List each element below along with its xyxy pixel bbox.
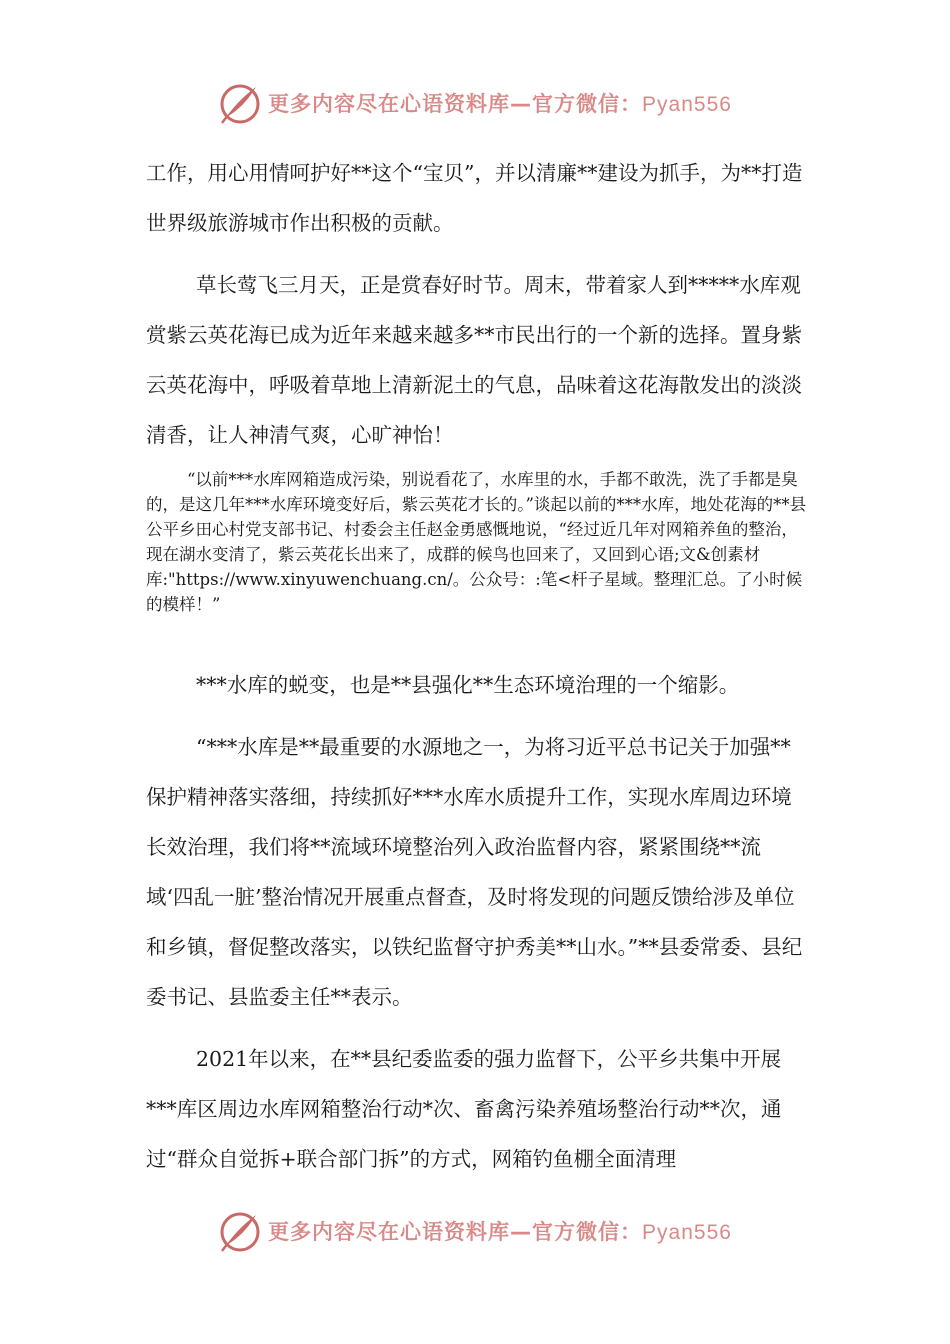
paragraph-6: 2021年以来，在**县纪委监委的强力监督下，公平乡共集中开展***库区周边水库网箱整治行动*次、畜禽污染养殖场整治行动**次，通过“群众自觉拆+联合部门拆”的方式，网箱钓鱼棚全面清理 [146, 1047, 782, 1171]
quill-pen-logo-icon [218, 1209, 262, 1253]
watermark-header [0, 78, 950, 128]
paragraph-1: 工作，用心用情呵护好**这个“宝贝”，并以清廉**建设为抓手，为**打造世界级旅游城市作出积极的贡献。 [146, 161, 803, 235]
watermark-text: 更多内容尽在心语资料库—官方微信：Pyan556 [268, 1220, 732, 1244]
quill-pen-logo-icon [218, 81, 262, 125]
paragraph-3-quote: “以前***水库网箱造成污染，别说看花了，水库里的水，手都不敢洗，洗了手都是臭的，是这几年***水库环境变好后，紫云英花才长的。”谈起以前的***水库，地处花海的**县公平乡田心村党支部书记、村委会主任赵金勇感慨地说，“经过近几年对网箱养鱼的整治，现在湖水变清了，紫云英花长出来了，成群的候鸟也回来了，又回到心语;文&创素材库:"https://www.xinyuwenchuang.cn/。公众号：:笔<杆子星域。整理汇总。了小时候的模样！” [146, 470, 807, 614]
watermark-text: 更多内容尽在心语资料库—官方微信：Pyan556 [268, 92, 732, 116]
paragraph-4: ***水库的蜕变，也是**县强化**生态环境治理的一个缩影。 [196, 673, 740, 697]
paragraph-2: 草长莺飞三月天，正是赏春好时节。周末，带着家人到*****水库观赏紫云英花海已成为近年来越来越多**市民出行的一个新的选择。置身紫云英花海中，呼吸着草地上清新泥土的气息，品味着这花海散发出的淡淡清香，让人神清气爽，心旷神怡！ [146, 273, 802, 447]
paragraph-5: “***水库是**最重要的水源地之一，为将习近平总书记关于加强**保护精神落实落细，持续抓好***水库水质提升工作，实现水库周边环境长效治理，我们将**流域环境整治列入政治监督内容，紧紧围绕**流域‘四乱一脏’整治情况开展重点督查，及时将发现的问题反馈给涉及单位和乡镇，督促整改落实，以铁纪监督守护秀美**山水。”**县委常委、县纪委书记、县监委主任**表示。 [146, 735, 803, 1009]
watermark-footer [0, 1206, 950, 1256]
